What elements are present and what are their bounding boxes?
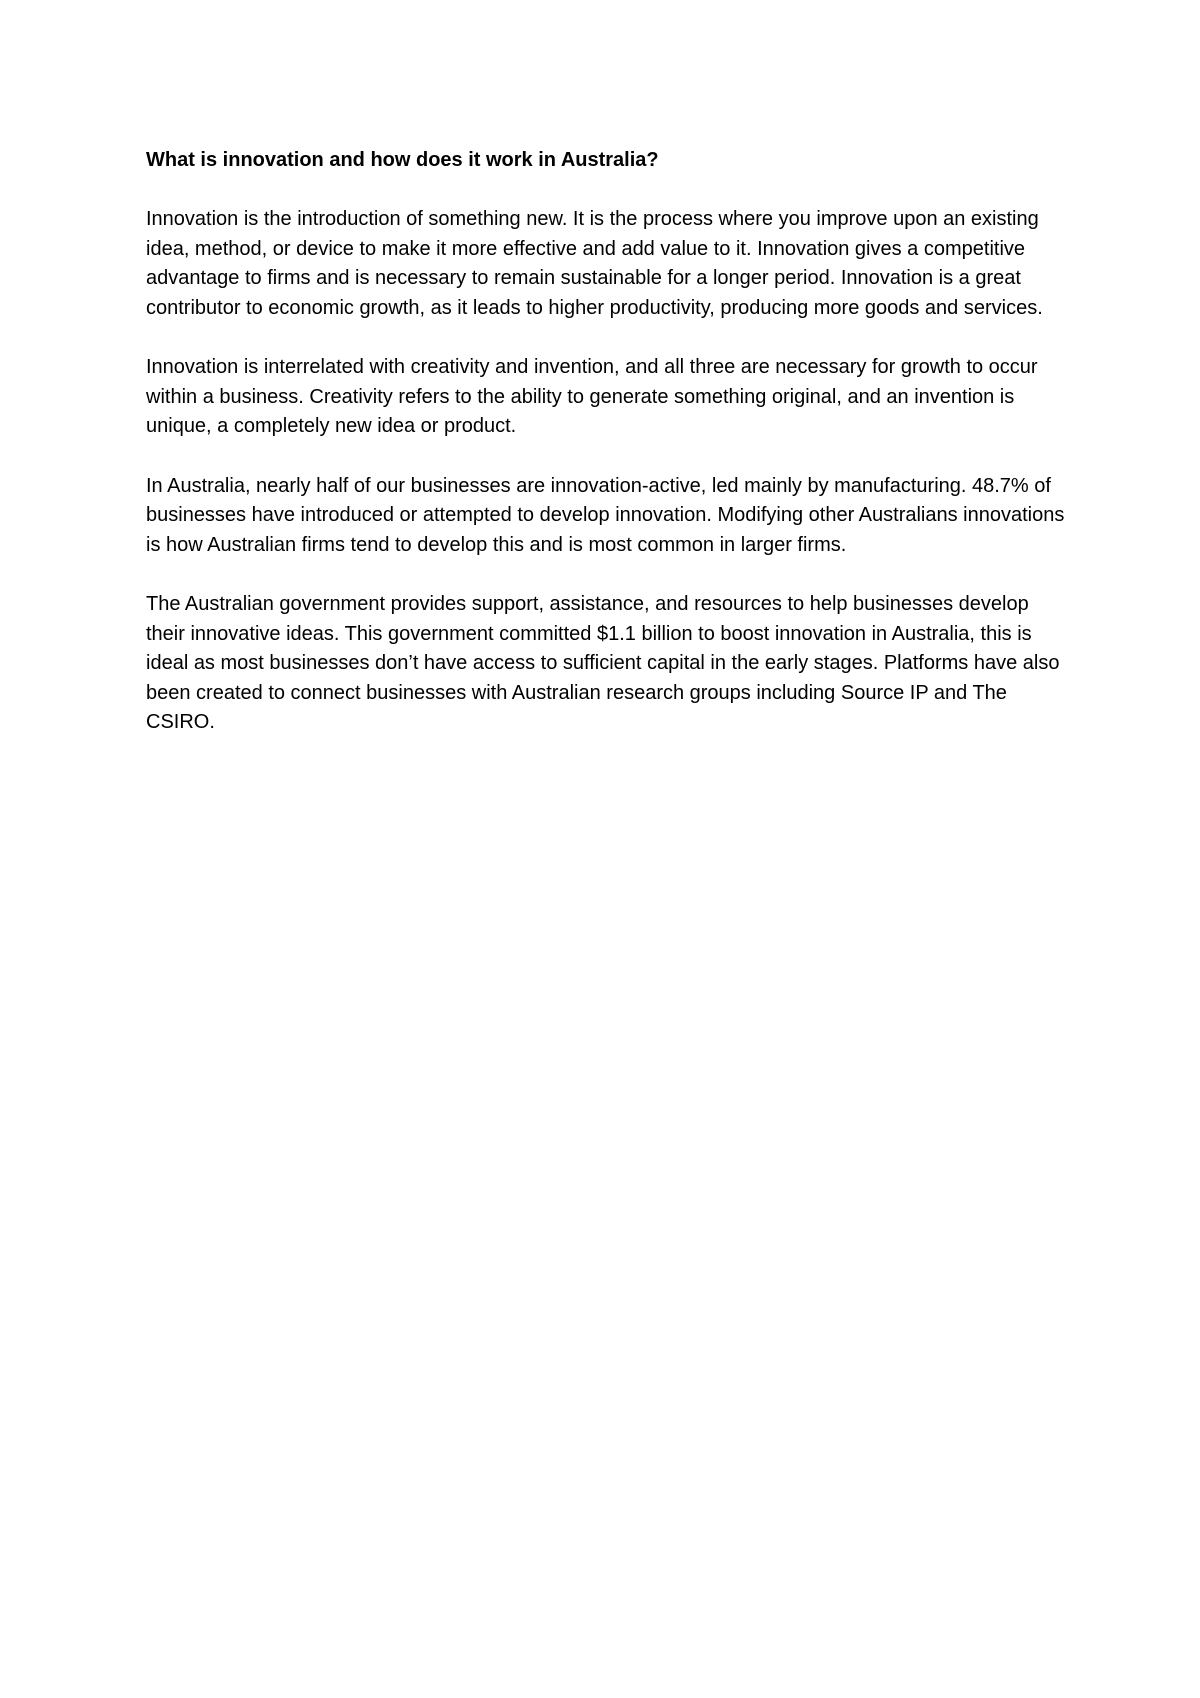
document-body [146,146,1066,738]
paragraph-australia-businesses: In Australia, nearly half of our businesses are innovation-active, led mainly by manufacturing. 48.7% of businesses have introduced or attempted to develop innovation. Modifying other Australians innovations is how Australian firms tend to develop this and is most common in larger firms. [146,474,1065,556]
paragraph-creativity-invention: Innovation is interrelated with creativity and invention, and all three are necessary for growth to occur within a business. Creativity refers to the ability to generate something original, and an invention is unique, a completely new idea or product. [146,356,1038,438]
paragraph-definition: Innovation is the introduction of something new. It is the process where you improve upon an existing idea, method, or device to make it more effective and add value to it. Innovation gives a competitive advantage to firms and is necessary to remain sustainable for a longer period. Innovation is a great contributor to economic growth, as it leads to higher productivity, producing more goods and services. [146,208,1043,319]
paragraph-government-support: The Australian government provides support, assistance, and resources to help businesses develop their innovative ideas. This government committed $1.1 billion to boost innovation in Australia, this is ideal as most businesses don’t have access to sufficient capital in the early stages. Platforms have also been created to connect businesses with Australian research groups including Source IP and The CSIRO. [146,592,1060,734]
document-title: What is innovation and how does it work in Australia? [146,149,659,171]
